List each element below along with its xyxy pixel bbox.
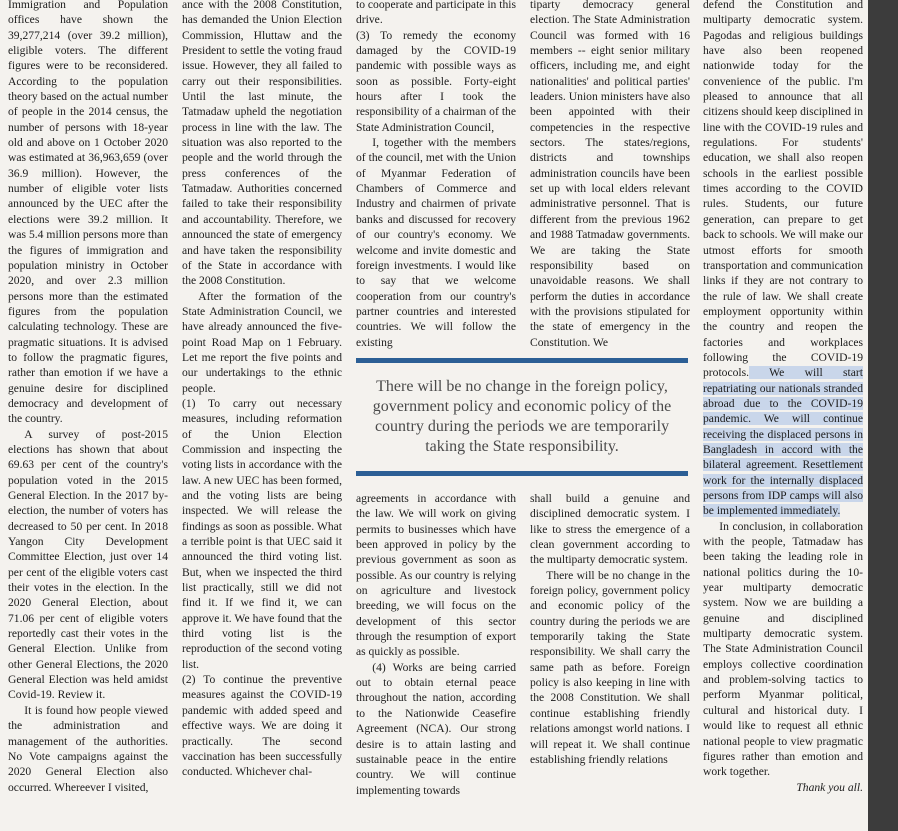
article-column-4-top <box>530 0 690 355</box>
sign-off: Thank you all. <box>796 780 863 794</box>
window-edge <box>868 0 898 831</box>
paragraph: A survey of post-2015 elections has shown that about 69.63 per cent of the country's population voted in the 2015 General Election. In the 2017 by-election, the number of voters has decreased to 50 per cent. In 2018 Yangon City Development Committee Election, just over 14 per cent of the eligible voters cast their votes in the election. In the 2020 General Election, about 71.06 per cent of eligible voters reportedly cast their votes in the General Election. Unlike from other General Elections, the 2020 General Election was held amidst Covid-19. Review it. <box>8 427 168 702</box>
article-column-3-bottom <box>356 491 516 831</box>
paragraph: to cooperate and participate in this drive. <box>356 0 516 27</box>
paragraph: shall build a genuine and disciplined democratic system. I like to stress the emergence of a clean government according to the multiparty democratic system. <box>530 492 690 567</box>
paragraph: tiparty democracy general election. The State Administration Council was formed with 16 members -- eight senior military officers, including me, and eight nationalities' and political parties' leaders. Union ministers have also been appointed with their competencies in the respective sectors. The states/regions, districts and townships administration councils have been set up with local elders relevant administrative personnel. That is different from the previous 1962 and 1988 Tatmadaw governments. We are taking the State responsibility based on unavoidable reasons. We shall perform the duties in accordance with the provisions stipulated for the state of emergency in the Constitution. We <box>530 0 690 349</box>
paragraph: (2) To continue the preventive measures against the COVID-19 pandemic with added speed and effective ways. We are doing it practically. The second vaccination has been successfully conducted. Whichever chal- <box>182 673 342 779</box>
paragraph: (1) To carry out necessary measures, including reformation of the Union Election Commission and inspecting the voting lists in accordance with the law. A new UEC has been formed, and the voting lists are being inspected. We will release the findings as soon as possible. What a terrible point is that UEC said it announced the third voting list. But, when we inspected the third list practically, still we did not find it. If we find it, we can approve it. We have found that the third voting list is the reproduction of the second voting list. <box>182 396 342 671</box>
paragraph: agreements in accordance with the law. We will work on giving permits to businesses which have been approved in policy by the previous government as soon as possible. As our country is relying on agriculture and livestock breeding, we will focus on the development of this sector through the resumption of export as quickly as possible. <box>356 492 516 659</box>
paragraph: ance with the 2008 Constitution, has demanded the Union Election Commission, Hluttaw and the President to settle the voting fraud issue. However, they all failed to carry out their responsibilities. Until the last minute, the Tatmadaw upheld the negotiation process in line with the law. The situation was also reported to the people and the world through the press conferences of the Tatmadaw. Authorities concerned failed to take their responsibility and accountability. Therefore, we announced the state of emergency and have taken the responsibility of the State in accordance with the 2008 Constitution. <box>182 0 342 288</box>
paragraph: There will be no change in the foreign policy, government policy and economic policy of the country during the periods we are temporarily taking the State responsibility. We shall carry the same path as before. Foreign policy is also keeping in line with the 2008 Constitution. We shall continue establishing friendly relations amongst world nations. I will repeat it. We shall continue establishing friendly relations <box>530 568 690 766</box>
paragraph: (4) Works are being carried out to obtain eternal peace throughout the nation, according to the Nationwide Ceasefire Agreement (NCA). Our strong desire is to attain lasting and sustainable peace in the entire country. We will continue implementing towards <box>356 660 516 797</box>
paragraph-text: defend the Constitution and multiparty democratic system. Pagodas and religious buildings have also been reopened nationwide today for the convenience of the public. I'm pleased to announce that all citizens should keep disciplined in line with the COVID-19 rules and regulations. For students' education, we shall also reopen schools in the earliest possible times according to the COVID rules. Students, our future generation, can prepare to get back to schools. We will make our utmost efforts for smooth transportation and communication links if they are not contrary to the rule of law. We shall create employment opportunity within the country and reopen the factories and workplaces following the COVID-19 protocols. <box>703 0 863 380</box>
paragraph <box>703 0 863 519</box>
article-column-1 <box>8 0 168 831</box>
highlighted-text: We will start repatriating our nationals stranded abroad due to the COVID-19 pandemic. We will continue receiving the displaced persons in Bangladesh in accord with the bilateral agreement. Resettlement work for the internally displaced persons from IDP camps will also be implemented immediately. <box>703 366 863 518</box>
paragraph: After the formation of the State Administration Council, we have already announced the five-point Road Map on 1 February. Let me report the five points and our undertakings to the ethnic people. <box>182 289 342 395</box>
paragraph: (3) To remedy the economy damaged by the COVID-19 pandemic with possible ways as soon as possible. Forty-eight hours after I took the responsibility of a chairman of the State Administration Council, <box>356 28 516 134</box>
article-column-3-top <box>356 0 516 355</box>
article-column-5 <box>703 0 863 831</box>
pull-quote <box>356 358 688 476</box>
paragraph: In conclusion, in collaboration with the people, Tatmadaw has been taking the leading role in national politics during the 10-year multiparty democratic system. Now we are building a genuine and disciplined multiparty democratic system. The State Administration Council employs collective coordination and problem-solving tactics to perform Myanmar political, cultural and historical duty. I would like to request all ethnic national people to view pragmatic figures rather than emotion and work together. <box>703 519 863 779</box>
paragraph: It is found how people viewed the administration and management of the authorities. No Vote campaigns against the 2020 General Election also occurred. Whereever I visited, <box>8 703 168 794</box>
article-column-4-bottom <box>530 491 690 831</box>
pull-quote-text: There will be no change in the foreign policy, government policy and economic policy of the country during the periods we are temporarily taking the State responsibility. <box>372 378 672 455</box>
paragraph: I, together with the members of the council, met with the Union of Myanmar Federation of Chambers of Commerce and Industry and chairmen of private banks and discussed for recovery of our country's economy. We welcome and invite domestic and foreign investments. I would like to say that we welcome cooperation from our country's partner countries and interested countries. We will follow the existing <box>356 136 516 349</box>
paragraph: Immigration and Population offices have shown the 39,277,214 (over 39.2 million), eligible voters. The different figures were to be reconsidered. According to the population theory based on the actual number of people in the 2014 census, the number of persons with 18-year old and above on 1 October 2020 was estimated at 36,963,659 (over 36.9 million). However, the number of eligible voter lists announced by the UEC after the elections were 39.2 million. It was 5.4 million persons more than the figures of immigration and population ministry in October 2020, and over 2.3 million persons more than the estimated figures from the population calculating technology. These are pragmatic situations. It is advised to follow the pragmatic figures, rather than emotion if we have a genuine desire for disciplined democracy and development of the country. <box>8 0 168 426</box>
article-column-2 <box>182 0 342 831</box>
